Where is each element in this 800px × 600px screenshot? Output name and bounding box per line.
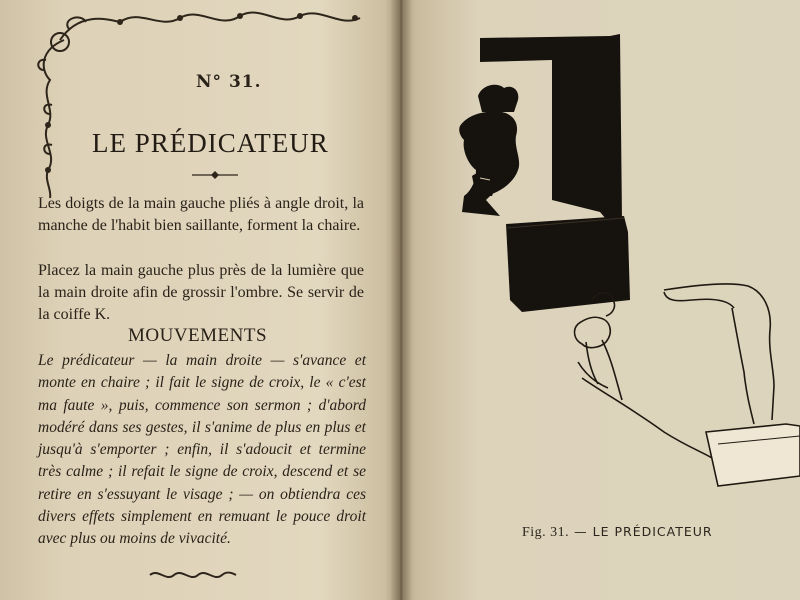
title-divider [190, 170, 240, 180]
instruction-paragraph-2: Placez la main gauche plus près de la lumière que la main droite afin de grossir l'ombre. Se servir de la coiffe K. [38, 262, 364, 323]
tailpiece-ornament [148, 568, 238, 582]
preacher-shadow-illustration [402, 0, 800, 520]
left-page [0, 0, 398, 600]
figure-caption [522, 524, 713, 541]
figure-number: Fig. 31. [522, 525, 570, 540]
movements-paragraph: Le prédicateur — la main droite — s'avance et monte en chaire ; il fait le signe de croix, le « c'est ma faute », puis, commence son sermon ; d'abord modéré dans ses gestes, il s'anime de plus en plus et jusqu'à s'emporter ; enfin, il s'adoucit et termine très calme ; il refait le signe de croix, descend et se retire en s'essuyant le visage ; — on obtiendra ces divers effets simplement en remuant le pouce droit avec plus ou moins de vivacité. [38, 352, 366, 548]
preacher-hat-shadow [478, 85, 518, 112]
left-hand-drawing [664, 284, 774, 424]
preacher-head-shadow [459, 112, 519, 216]
entry-title: LE PRÉDICATEUR [92, 128, 329, 158]
entry-number: N° 31. [196, 72, 262, 92]
instruction-paragraph-1: Les doigts de la main gauche pliés à angle droit, la manche de l'habit bien saillante, forment la chaire. [38, 195, 364, 234]
movements-heading: MOUVEMENTS [128, 325, 268, 346]
right-page [402, 0, 800, 600]
cuff-drawing [706, 424, 800, 486]
pulpit-shadow [506, 216, 630, 312]
figure-title: — LE PRÉDICATEUR [574, 524, 713, 539]
right-hand-drawing [575, 293, 712, 458]
